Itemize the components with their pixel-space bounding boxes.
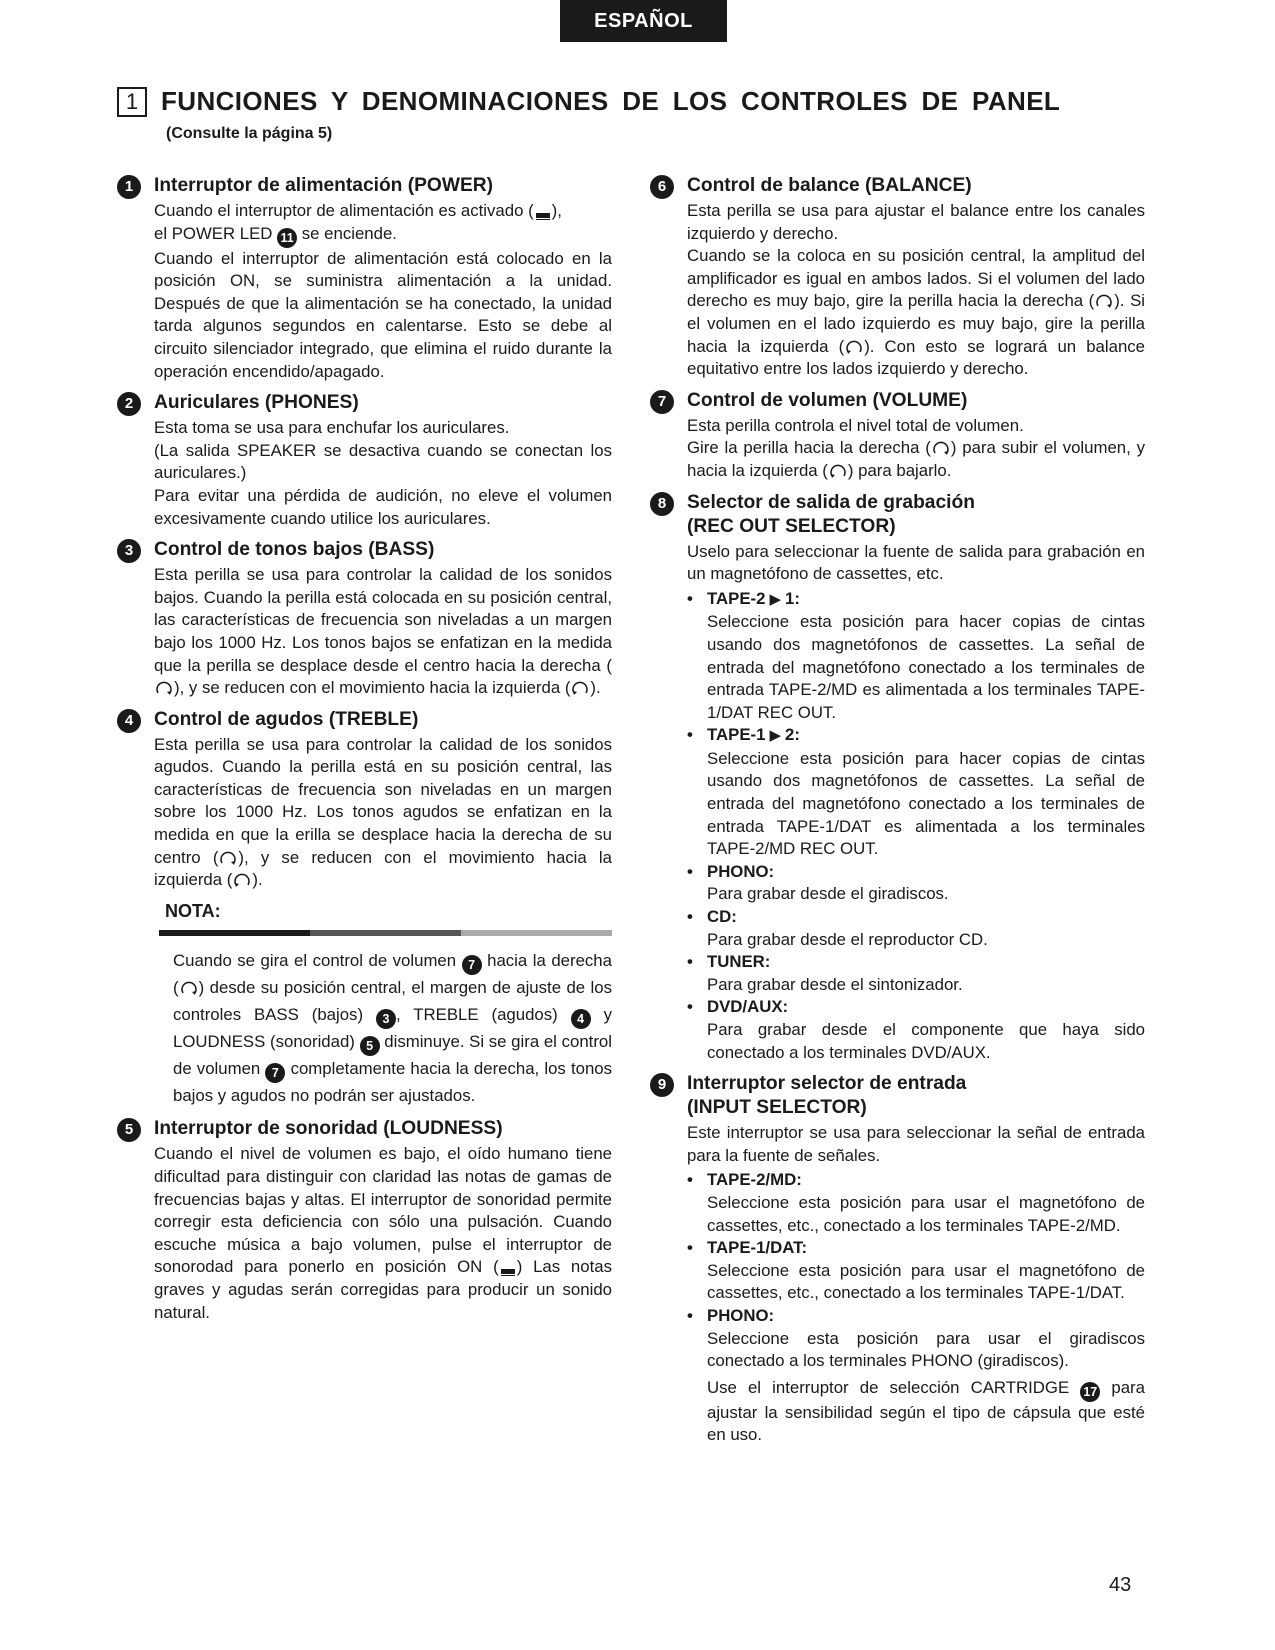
item-text: Para grabar desde el reproductor CD.	[707, 929, 988, 949]
option-list	[687, 588, 1145, 1064]
list-item: • TAPE-2 ▶ 1: Seleccione esta posición para hacer copias de cintas usando dos magnetófonos de cassettes. La señal de entrada del magnetófono conectado a los terminales de entrada TAPE-2/MD es alimentada a los terminales TAPE-1/DAT REC OUT.	[687, 588, 1145, 725]
item-input-selector	[650, 1072, 1145, 1447]
knob-clockwise-icon	[179, 978, 199, 998]
item-power	[117, 174, 612, 383]
section-header	[117, 86, 1157, 143]
item-text: Seleccione esta posición para usar el magnetófono de cassettes, etc., conectado a los terminales TAPE-2/MD.	[707, 1192, 1145, 1235]
item-number-badge: 3	[117, 539, 141, 563]
item-number-badge: 5	[117, 1118, 141, 1142]
switch-on-icon	[499, 1257, 517, 1277]
item-volume	[650, 389, 1145, 483]
item-number-badge: 4	[117, 709, 141, 733]
note-title: NOTA:	[165, 900, 221, 921]
arrow-right-icon: ▶	[769, 590, 781, 608]
list-item: • PHONO: Para grabar desde el giradiscos.	[687, 861, 1145, 906]
item-title: Control de balance (BALANCE)	[687, 175, 972, 196]
item-number-badge: 8	[650, 492, 674, 516]
item-text: Para grabar desde el sintonizador.	[707, 974, 963, 994]
ref-badge: 5	[360, 1036, 380, 1056]
item-title: Selector de salida de grabación	[687, 491, 975, 513]
item-number-badge: 2	[117, 392, 141, 416]
item-number-badge: 7	[650, 390, 674, 414]
section-number: 1	[117, 87, 147, 117]
ref-badge: 7	[462, 955, 482, 975]
knob-clockwise-icon	[931, 438, 951, 458]
item-title: Interruptor selector de entrada	[687, 1073, 967, 1095]
item-title: Control de tonos bajos (BASS)	[154, 539, 435, 561]
list-item: • CD: Para grabar desde el reproductor CD.	[687, 906, 1145, 951]
item-text: el POWER LED 11 se enciende.	[154, 223, 612, 248]
ref-badge: 4	[571, 1009, 591, 1029]
item-number-badge: 9	[650, 1073, 674, 1097]
note-text: Cuando se gira el control de volumen 7 hacia la derecha ( ) desde su posición central, el margen de ajuste de los controles BASS (bajos) 3 , TREBLE (agudos) 4 y LOUDNESS (sonoridad) 5 disminuye. Si se gira el control de volumen 7 completamente hacia la derecha, los tonos bajos y agudos no podrán ser ajustados.	[173, 951, 612, 1105]
item-text: Esta perilla se usa para ajustar el balance entre los canales izquierdo y derecho.	[687, 201, 1145, 243]
item-loudness	[117, 1117, 612, 1324]
language-tab: ESPAÑOL	[560, 0, 727, 42]
note-box	[165, 900, 612, 1110]
left-column	[117, 174, 612, 1332]
ref-badge: 11	[277, 228, 297, 248]
item-title: (REC OUT SELECTOR)	[687, 515, 896, 537]
item-bass	[117, 538, 612, 700]
item-title: Auriculares (PHONES)	[154, 392, 359, 414]
switch-on-icon	[534, 201, 552, 221]
item-text: Cuando se la coloca en su posición central, la amplitud del amplificador es igual en ambos lados. Si el volumen del lado derecho es muy bajo, gire la perilla hacia la derecha ( ). Si el volumen en el lado izquierdo es muy bajo, gire la perilla hacia la izquierda ( ). Con esto se logrará un balance equitativo entre los lados izquierdo y derecho.	[687, 246, 1146, 379]
list-item: • TAPE-1/DAT: Seleccione esta posición para usar el magnetófono de cassettes, etc., conectado a los terminales TAPE-1/DAT.	[687, 1237, 1145, 1305]
knob-clockwise-icon	[1094, 291, 1114, 311]
item-text: Esta perilla se usa para controlar la calidad de los sonidos bajos. Cuando la perilla está colocada en su posición central, las características de frecuencia son niveladas a un margen bajo los 1000 Hz. Los tonos bajos se enfatizan en la medida que la perilla se desplace desde el centro hacia la derecha (), y se reducen con el movimiento hacia la izquierda ( ).	[154, 565, 612, 698]
item-phones	[117, 391, 612, 530]
ref-badge: 17	[1080, 1382, 1100, 1402]
item-text: Cuando el interruptor de alimentación está colocado en la posición ON, se suministra alimentación a la unidad. Después de que la alimentación se ha conectado, la unidad tarda algunos segundos en calentarse. Esto se debe al circuito silenciador integrado, que elimina el ruido durante la operación encendido/apagado.	[154, 248, 612, 381]
knob-counterclockwise-icon	[570, 678, 590, 698]
knob-counterclockwise-icon	[232, 870, 252, 890]
knob-clockwise-icon	[218, 848, 238, 868]
knob-clockwise-icon	[154, 678, 174, 698]
item-text: Para grabar desde el giradiscos.	[707, 884, 949, 904]
item-text: Esta perilla controla el nivel total de volumen.	[687, 415, 1024, 435]
page-title: FUNCIONES Y DENOMINACIONES DE LOS CONTROLES DE PANEL	[161, 86, 1061, 116]
item-text: Uselo para seleccionar la fuente de salida para grabación en un magnetófono de cassettes, etc.	[687, 541, 1145, 584]
item-text: (La salida SPEAKER se desactiva cuando se conectan los auriculares.)	[154, 440, 612, 483]
item-balance	[650, 174, 1145, 381]
item-text: Esta perilla se usa para controlar la calidad de los sonidos agudos. Cuando la perilla está en su posición central, las características de frecuencia son niveladas en un margen sobre los 1000 Hz. Los tonos agudos se enfatizan en la medida en que la erilla se desplace hacia la derecha de su centro ( ), y se reducen con el movimiento hacia la izquierda ( ).	[154, 734, 612, 890]
knob-counterclockwise-icon	[828, 461, 848, 481]
knob-counterclockwise-icon	[844, 337, 864, 357]
list-item: • TAPE-2/MD: Seleccione esta posición para usar el magnetófono de cassettes, etc., conectado a los terminales TAPE-2/MD.	[687, 1169, 1145, 1237]
item-text: Para evitar una pérdida de audición, no eleve el volumen excesivamente cuando utilice los auriculares.	[154, 485, 612, 528]
item-number-badge: 1	[117, 175, 141, 199]
item-text: Esta toma se usa para enchufar los auriculares.	[154, 418, 510, 438]
item-title: Interruptor de sonoridad (LOUDNESS)	[154, 1118, 503, 1140]
right-column	[650, 174, 1145, 1455]
item-title: Control de volumen (VOLUME)	[687, 389, 968, 411]
list-item: • PHONO: Seleccione esta posición para usar el giradiscos conectado a los terminales PHONO (giradiscos). Use el interruptor de selección CARTRIDGE 17 para ajustar la sensibilidad según el tipo de cápsula que esté en uso.	[687, 1305, 1145, 1447]
ref-badge: 7	[265, 1063, 285, 1083]
item-text: Este interruptor se usa para seleccionar la señal de entrada para la fuente de señales.	[687, 1123, 1145, 1165]
item-text: Seleccione esta posición para hacer copias de cintas usando dos magnetófonos de cassettes. La señal de entrada del magnetófono conectado a los terminales de entrada TAPE-1/DAT es alimentada a los terminales TAPE-2/MD REC OUT.	[707, 748, 1145, 859]
item-title: Control de agudos (TREBLE)	[154, 708, 419, 730]
item-rec-out-selector	[650, 491, 1145, 1065]
list-item: • TAPE-1 ▶ 2: Seleccione esta posición para hacer copias de cintas usando dos magnetófonos de cassettes. La señal de entrada del magnetófono conectado a los terminales de entrada TAPE-1/DAT es alimentada a los terminales TAPE-2/MD REC OUT.	[687, 724, 1145, 861]
section-subtitle: (Consulte la página 5)	[166, 125, 333, 142]
item-text: Use el interruptor de selección CARTRIDGE 17 para ajustar la sensibilidad según el tipo de cápsula que esté en uso.	[707, 1377, 1145, 1445]
option-list	[687, 1169, 1145, 1447]
item-treble	[117, 708, 612, 1110]
item-text: Seleccione esta posición para usar el magnetófono de cassettes, etc., conectado a los terminales TAPE-1/DAT.	[707, 1260, 1145, 1303]
ref-badge: 3	[376, 1009, 396, 1029]
item-number-badge: 6	[650, 175, 674, 199]
item-title: (INPUT SELECTOR)	[687, 1097, 867, 1119]
item-title: Interruptor de alimentación (POWER)	[154, 175, 494, 196]
item-text: Seleccione esta posición para hacer copias de cintas usando dos magnetófonos de cassettes. La señal de entrada del magnetófono conectado a los terminales de entrada TAPE-2/MD es alimentada a los terminales TAPE-1/DAT REC OUT.	[707, 612, 1145, 722]
page-number: 43	[1109, 1574, 1132, 1596]
item-text: Seleccione esta posición para usar el giradiscos conectado a los terminales PHONO (giradiscos).	[707, 1328, 1145, 1371]
list-item: • DVD/AUX: Para grabar desde el componente que haya sido conectado a los terminales DVD/AUX.	[687, 996, 1145, 1064]
arrow-right-icon: ▶	[769, 727, 781, 745]
item-text: Para grabar desde el componente que haya sido conectado a los terminales DVD/AUX.	[707, 1020, 1145, 1062]
item-text: Cuando el nivel de volumen es bajo, el oído humano tiene dificultad para distinguir con claridad las notas de gamas de frecuencias bajas y altas. El interruptor de sonoridad permite corregir esta deficiencia con sólo una pulsación. Cuando escuche música a bajo volumen, pulse el interruptor de sonorodad para ponerlo en posición ON ( ) Las notas graves y agudas serán corregidas para producir un sonido natural.	[154, 1144, 612, 1322]
item-text: Gire la perilla hacia la derecha ( ) para subir el volumen, y hacia la izquierda ( ) para bajarlo.	[687, 438, 1146, 480]
list-item: • TUNER: Para grabar desde el sintonizador.	[687, 951, 1145, 996]
item-text: Cuando el interruptor de alimentación es activado ( ),	[154, 201, 562, 220]
note-divider	[159, 930, 612, 936]
